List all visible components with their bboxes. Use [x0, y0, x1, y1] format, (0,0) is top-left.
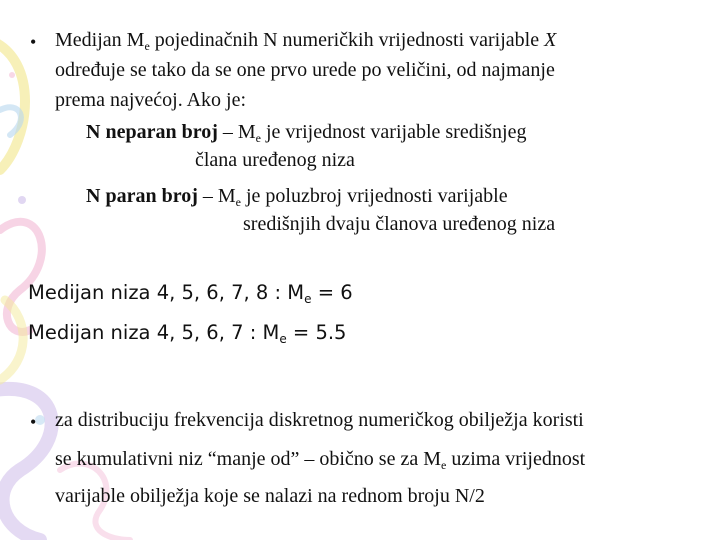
- example-even: Medijan niza 4, 5, 6, 7 : $M_e = 5.5$: [28, 321, 347, 346]
- para1-line1: Medijan $M_e$ pojedinačnih N numeričkih vrijednosti varijable X: [55, 29, 557, 53]
- case-odd-line1: N neparan broj – $M_e$ je vrijednost varijable središnjeg: [86, 121, 527, 145]
- bullet-2: •: [30, 412, 37, 432]
- para1-line3: prema najvećoj. Ako je:: [55, 89, 247, 111]
- para2-line2: se kumulativni niz “manje od” – obično se za $M_e$ uzima vrijednost: [55, 448, 586, 472]
- example-odd: Medijan niza 4, 5, 6, 7, 8 : $M_e = 6$: [28, 281, 353, 306]
- para2-line3: varijable obilježja koje se nalazi na rednom broju N/2: [55, 485, 485, 507]
- bullet-1: •: [30, 32, 37, 52]
- case-even-line1: N paran broj – $M_e$ je poluzbroj vrijednosti varijable: [86, 185, 508, 209]
- case-odd-line2: člana uređenog niza: [195, 149, 355, 171]
- para1-line2: određuje se tako da se one prvo urede po veličini, od najmanje: [55, 59, 555, 81]
- para2-line1: za distribuciju frekvencija diskretnog numeričkog obilježja koristi: [55, 409, 584, 431]
- case-even-line2: središnjih dvaju članova uređenog niza: [243, 213, 556, 235]
